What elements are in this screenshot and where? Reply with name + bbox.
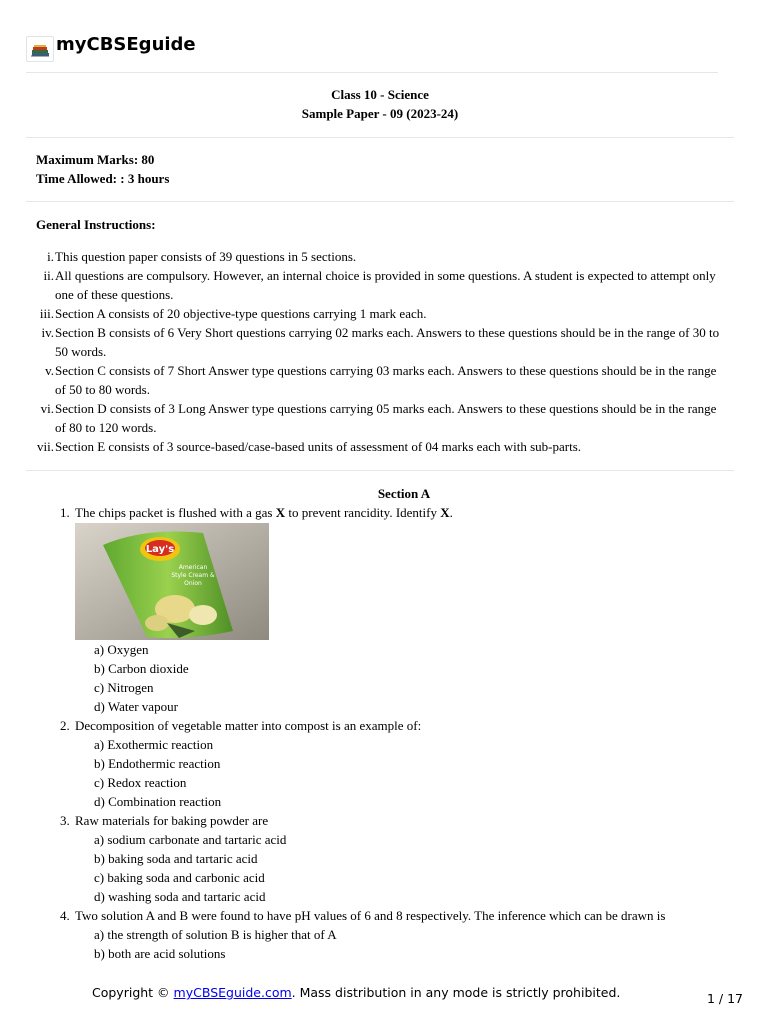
instruction-item: iii. Section A consists of 20 objective-type questions carrying 1 mark each. bbox=[39, 306, 427, 321]
chips-label-line: Style Cream & bbox=[171, 572, 215, 579]
option: a) sodium carbonate and tartaric acid bbox=[94, 832, 287, 847]
option: d) washing soda and tartaric acid bbox=[94, 889, 266, 904]
divider bbox=[26, 470, 734, 471]
question-text: 1. The chips packet is flushed with a gas X to prevent rancidity. Identify X. bbox=[60, 505, 453, 520]
instructions-list bbox=[36, 247, 722, 456]
options-list bbox=[60, 735, 720, 811]
page-number: 1 / 17 bbox=[706, 991, 743, 1006]
options-list bbox=[60, 830, 720, 906]
general-instructions-heading: General Instructions: bbox=[36, 217, 156, 232]
options-list bbox=[60, 640, 720, 716]
question-text: 2. Decomposition of vegetable matter into compost is an example of: bbox=[60, 718, 422, 733]
chips-packet-image bbox=[75, 523, 269, 640]
divider bbox=[26, 201, 734, 202]
question-text: 3. Raw materials for baking powder are bbox=[60, 813, 269, 828]
option: b) baking soda and tartaric acid bbox=[94, 851, 258, 866]
instruction-item: vi. Section D consists of 3 Long Answer type questions carrying 05 marks each. Answers to these questions should be in the range of 80 to 120 words. bbox=[40, 401, 717, 435]
chips-label-line: Onion bbox=[184, 580, 202, 587]
page-footer bbox=[0, 984, 768, 1004]
maximum-marks: Maximum Marks: 80 bbox=[36, 152, 155, 167]
option: d) Combination reaction bbox=[94, 794, 222, 809]
paper-meta bbox=[36, 150, 169, 188]
divider bbox=[26, 137, 734, 138]
option: a) Exothermic reaction bbox=[94, 737, 214, 752]
mycbseguide-link[interactable]: myCBSEguide.com bbox=[173, 985, 292, 1000]
question-3 bbox=[60, 811, 720, 906]
instruction-item: iv. Section B consists of 6 Very Short questions carrying 02 marks each. Answers to these questions should be in the range of 30 to 50 words. bbox=[41, 325, 720, 359]
instruction-item: ii. All questions are compulsory. However, an internal choice is provided in some questions. A student is expected to attempt only one of these questions. bbox=[43, 268, 716, 302]
option: a) Oxygen bbox=[94, 642, 149, 657]
instruction-item: v. Section C consists of 7 Short Answer type questions carrying 03 marks each. Answers to these questions should be in the range of 50 to 80 words. bbox=[45, 363, 717, 397]
logo[interactable] bbox=[26, 36, 54, 62]
option: c) Redox reaction bbox=[94, 775, 187, 790]
option: d) Water vapour bbox=[94, 699, 178, 714]
question-4 bbox=[60, 906, 720, 963]
book-stack-icon bbox=[27, 37, 53, 61]
instruction-item: i. This question paper consists of 39 questions in 5 sections. bbox=[47, 249, 357, 264]
questions-list bbox=[60, 503, 720, 963]
option: c) Nitrogen bbox=[94, 680, 154, 695]
option: a) the strength of solution B is higher that of A bbox=[94, 927, 337, 942]
question-1 bbox=[60, 503, 720, 716]
chips-brand-text: Lay's bbox=[145, 544, 175, 555]
time-allowed: Time Allowed: : 3 hours bbox=[36, 171, 170, 186]
question-text: 4. Two solution A and B were found to have pH values of 6 and 8 respectively. The inference which can be drawn is bbox=[60, 908, 666, 923]
instruction-item: vii. Section E consists of 3 source-based/case-based units of assessment of 04 marks each with sub-parts. bbox=[37, 439, 582, 454]
option: b) Endothermic reaction bbox=[94, 756, 221, 771]
option: c) baking soda and carbonic acid bbox=[94, 870, 265, 885]
paper-number: Sample Paper - 09 (2023-24) bbox=[301, 106, 459, 121]
class-subject: Class 10 - Science bbox=[331, 87, 429, 102]
option: b) Carbon dioxide bbox=[94, 661, 189, 676]
question-2 bbox=[60, 716, 720, 811]
site-header bbox=[26, 34, 718, 73]
chips-label-line: American bbox=[178, 564, 208, 571]
brand-name[interactable]: myCBSEguide bbox=[56, 34, 196, 55]
copyright-notice: Copyright © myCBSEguide.com. Mass distribution in any mode is strictly prohibited. bbox=[92, 985, 621, 1000]
option: b) both are acid solutions bbox=[94, 946, 226, 961]
paper-title bbox=[26, 85, 734, 123]
options-list bbox=[60, 925, 720, 963]
section-a-title: Section A bbox=[377, 486, 431, 501]
